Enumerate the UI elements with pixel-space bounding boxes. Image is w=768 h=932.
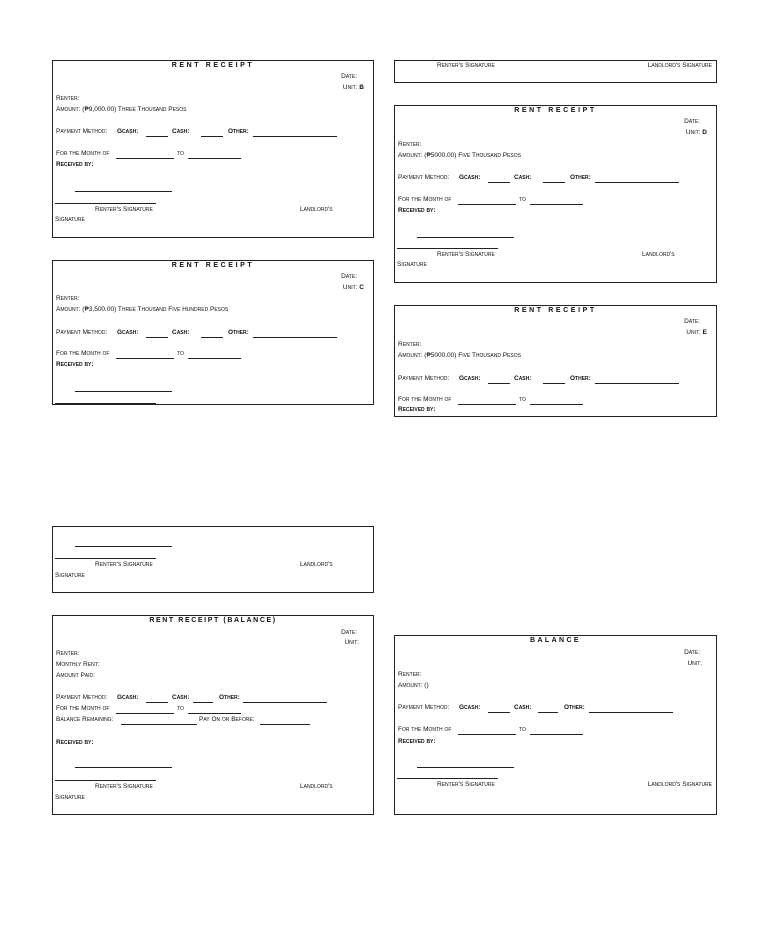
gcash-label: Gcash:	[117, 329, 139, 336]
unit-label: Unit:	[344, 639, 359, 646]
receipt-title: RENT RECEIPT	[171, 262, 255, 269]
month-to-blank[interactable]	[188, 713, 241, 714]
unit-field	[686, 329, 707, 336]
amount-paid-label: Amount Paid:	[56, 672, 95, 679]
month-label: For the Month of	[56, 150, 110, 157]
renter-signature-label: Renter's Signature	[437, 781, 495, 788]
payment-method-label: Payment Method:	[398, 704, 450, 711]
date-label: Date:	[684, 318, 700, 325]
renter-signature-line[interactable]	[55, 558, 156, 559]
gcash-label: Gcash:	[459, 174, 481, 181]
month-label: For the Month of	[56, 350, 110, 357]
receipt-title: RENT RECEIPT	[514, 107, 597, 114]
receipt-title: RENT RECEIPT (BALANCE)	[149, 617, 277, 624]
other-blank[interactable]	[253, 337, 337, 338]
to-label: to	[519, 196, 526, 203]
renter-label: Renter:	[56, 95, 80, 102]
month-from-blank[interactable]	[458, 404, 516, 405]
cash-label: Cash:	[172, 329, 190, 336]
cash-label: Cash:	[514, 375, 532, 382]
month-to-blank[interactable]	[530, 734, 583, 735]
unit-field	[686, 129, 707, 136]
received-by-signature-line[interactable]	[75, 546, 172, 547]
balance-remaining-blank[interactable]	[121, 724, 197, 725]
month-from-blank[interactable]	[116, 713, 174, 714]
renter-label: Renter:	[398, 141, 422, 148]
other-blank[interactable]	[595, 383, 679, 384]
gcash-label: Gcash:	[459, 704, 481, 711]
receipt-unit-e	[394, 305, 717, 417]
cash-label: Cash:	[514, 174, 532, 181]
signature-strip	[394, 60, 717, 83]
payment-method-label: Payment Method:	[56, 694, 108, 701]
landlord-label: Landlord's	[300, 561, 333, 568]
signature-label: Signature	[55, 216, 85, 223]
month-to-blank[interactable]	[530, 404, 583, 405]
renter-signature-label: Renter's Signature	[95, 783, 153, 790]
renter-signature-label: Renter's Signature	[95, 206, 153, 213]
unit-label: Unit:	[686, 329, 701, 336]
renter-label: Renter:	[398, 671, 422, 678]
cash-blank[interactable]	[538, 712, 558, 713]
received-by-label: Received by:	[56, 161, 94, 168]
gcash-label: Gcash:	[117, 694, 139, 701]
receipt-balance-right	[394, 635, 717, 815]
received-by-label: Received by:	[398, 406, 436, 413]
received-by-signature-line[interactable]	[417, 767, 514, 768]
other-label: Other:	[228, 329, 249, 336]
landlord-label: Landlord's	[642, 251, 675, 258]
month-label: For the Month of	[398, 726, 452, 733]
month-label: For the Month of	[398, 396, 452, 403]
receipt-unit-c-signature	[52, 526, 374, 593]
amount-text: Amount: (₱9,000.00) Three Thousand Pesos	[56, 106, 187, 113]
receipt-title: RENT RECEIPT	[171, 62, 255, 69]
unit-label: Unit:	[685, 129, 701, 136]
date-label: Date:	[341, 629, 357, 636]
receipt-unit-d	[394, 105, 717, 283]
month-from-blank[interactable]	[458, 204, 516, 205]
month-to-blank[interactable]	[188, 358, 241, 359]
receipt-title: BALANCE	[529, 637, 582, 644]
pay-on-before-label: Pay On or Before:	[199, 716, 255, 723]
unit-value: E	[702, 329, 707, 336]
other-label: Other:	[219, 694, 240, 701]
gcash-label: Gcash:	[459, 375, 481, 382]
payment-method-label: Payment Method:	[56, 128, 108, 135]
to-label: to	[177, 150, 184, 157]
other-blank[interactable]	[253, 136, 337, 137]
signature-label: Signature	[397, 261, 427, 268]
signature-label: Signature	[55, 572, 85, 579]
received-by-signature-line[interactable]	[75, 391, 172, 392]
gcash-blank[interactable]	[488, 383, 510, 384]
renter-signature-line[interactable]	[397, 778, 498, 779]
unit-field	[343, 284, 364, 291]
cash-blank[interactable]	[201, 136, 223, 137]
unit-label: Unit:	[342, 284, 358, 291]
receipt-title: RENT RECEIPT	[514, 307, 597, 314]
monthly-rent-label: Monthly Rent:	[56, 661, 100, 668]
renter-signature-line[interactable]	[397, 248, 498, 249]
cash-blank[interactable]	[193, 702, 213, 703]
received-by-label: Received by:	[398, 207, 436, 214]
renter-signature-line[interactable]	[55, 403, 156, 404]
gcash-blank[interactable]	[146, 136, 168, 137]
renter-signature-label: Renter's Signature	[437, 251, 495, 258]
renter-signature-line[interactable]	[55, 203, 156, 204]
to-label: to	[519, 726, 526, 733]
received-by-signature-line[interactable]	[75, 191, 172, 192]
receipt-balance	[52, 615, 374, 815]
amount-text: Amount: ()	[398, 682, 429, 689]
payment-method-label: Payment Method:	[56, 329, 108, 336]
received-by-signature-line[interactable]	[417, 237, 514, 238]
unit-label: Unit:	[342, 84, 358, 91]
unit-label: Unit:	[687, 660, 702, 667]
received-by-label: Received by:	[56, 739, 94, 746]
month-from-blank[interactable]	[458, 734, 516, 735]
gcash-blank[interactable]	[488, 712, 510, 713]
other-blank[interactable]	[595, 182, 679, 183]
other-label: Other:	[570, 174, 591, 181]
month-from-blank[interactable]	[116, 158, 174, 159]
pay-on-before-blank[interactable]	[260, 724, 310, 725]
date-label: Date:	[341, 273, 357, 280]
other-blank[interactable]	[243, 702, 327, 703]
receipt-unit-b	[52, 60, 374, 238]
other-label: Other:	[228, 128, 249, 135]
amount-text: Amount: (₱5000.00) Five Thousand Pesos	[398, 152, 521, 159]
cash-blank[interactable]	[543, 182, 565, 183]
to-label: to	[177, 350, 184, 357]
landlord-signature-label: Landlord's Signature	[647, 62, 712, 69]
other-label: Other:	[570, 375, 591, 382]
unit-value: B	[359, 84, 364, 91]
renter-label: Renter:	[56, 295, 80, 302]
to-label: to	[519, 396, 526, 403]
balance-remaining-label: Balance Remaining:	[56, 716, 114, 723]
unit-field	[343, 84, 364, 91]
landlord-label: Landlord's	[300, 206, 333, 213]
renter-label: Renter:	[398, 341, 422, 348]
amount-text: Amount: (₱3,500.00) Three Thousand Five Hundred Pesos	[56, 306, 229, 313]
month-to-blank[interactable]	[188, 158, 241, 159]
date-label: Date:	[684, 649, 700, 656]
gcash-blank[interactable]	[146, 337, 168, 338]
unit-value: C	[359, 284, 364, 291]
gcash-label: Gcash:	[117, 128, 139, 135]
amount-text: Amount: (₱5000.00) Five Thousand Pesos	[398, 352, 521, 359]
signature-label: Signature	[55, 794, 85, 801]
to-label: to	[177, 705, 184, 712]
receipt-unit-c	[52, 260, 374, 405]
gcash-blank[interactable]	[146, 702, 168, 703]
cash-blank[interactable]	[543, 383, 565, 384]
renter-signature-label: Renter's Signature	[437, 62, 495, 69]
date-label: Date:	[684, 118, 700, 125]
renter-signature-line[interactable]	[55, 780, 156, 781]
renter-label: Renter:	[56, 650, 80, 657]
received-by-label: Received by:	[56, 361, 94, 368]
cash-blank[interactable]	[201, 337, 223, 338]
month-label: For the Month of	[398, 196, 452, 203]
month-label: For the Month of	[56, 705, 110, 712]
payment-method-label: Payment Method:	[398, 174, 450, 181]
received-by-label: Received by:	[398, 738, 436, 745]
unit-value: D	[702, 129, 707, 136]
renter-signature-label: Renter's Signature	[95, 561, 153, 568]
landlord-signature-label: Landlord's Signature	[647, 781, 712, 788]
other-blank[interactable]	[589, 712, 673, 713]
received-by-signature-line[interactable]	[75, 767, 172, 768]
date-label: Date:	[341, 73, 357, 80]
gcash-blank[interactable]	[488, 182, 510, 183]
month-to-blank[interactable]	[530, 204, 583, 205]
landlord-label: Landlord's	[300, 783, 333, 790]
payment-method-label: Payment Method:	[398, 375, 450, 382]
month-from-blank[interactable]	[116, 358, 174, 359]
cash-label: Cash:	[172, 128, 190, 135]
other-label: Other:	[564, 704, 585, 711]
cash-label: Cash:	[172, 694, 190, 701]
cash-label: Cash:	[514, 704, 532, 711]
